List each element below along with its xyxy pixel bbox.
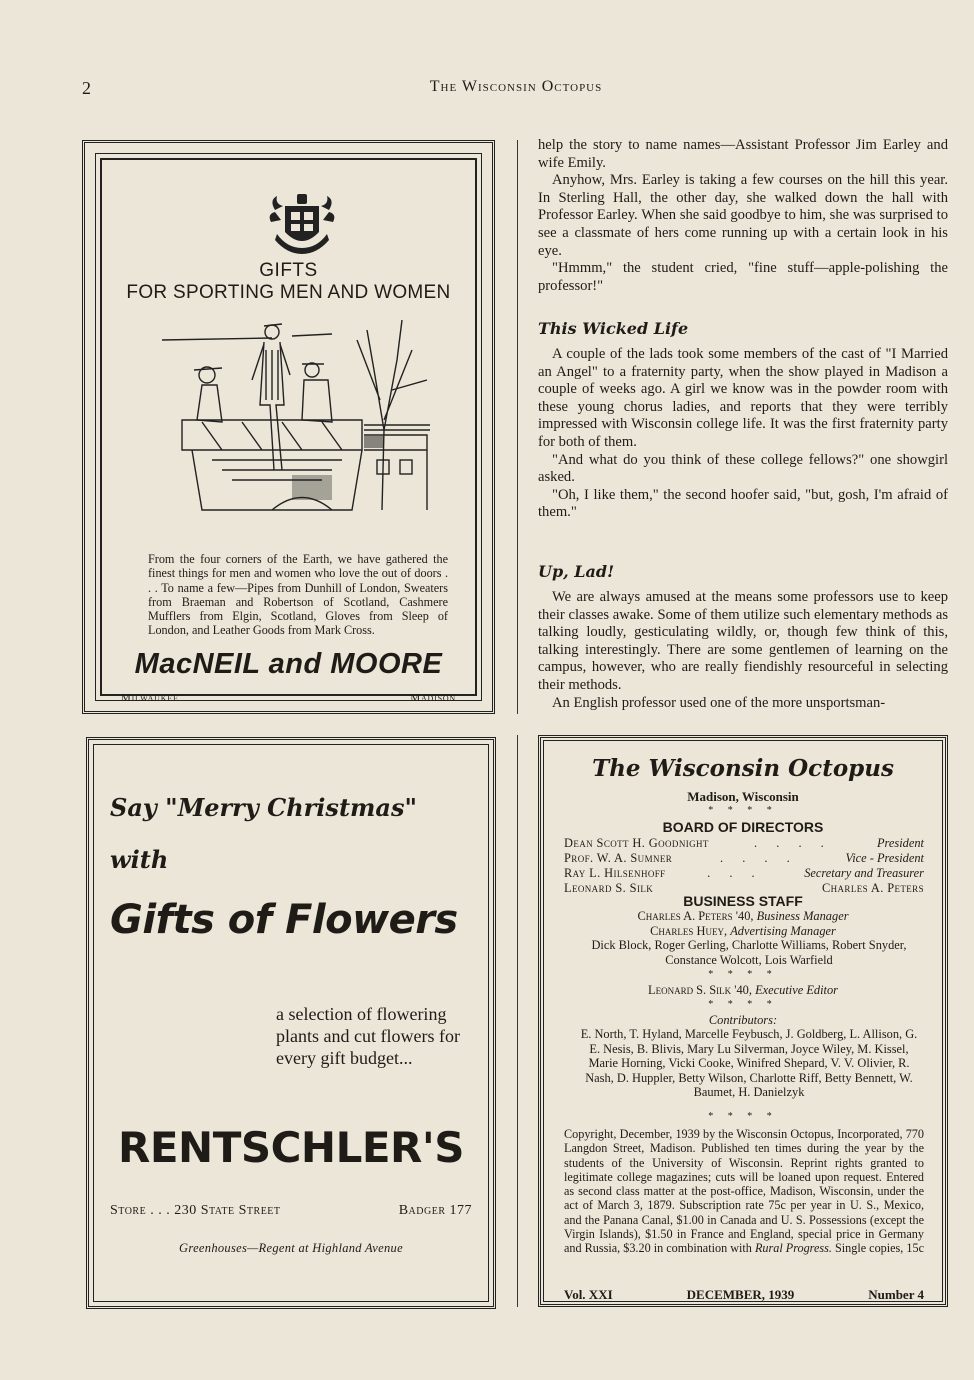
contributors-heading: Contributors: [708,1013,778,1027]
executive-editor [544,983,942,998]
article-up-lad [538,589,948,712]
article-paragraph: A couple of the lads took some members of the cast of "I Married an Angel" to a fraternity party, when the show played in Madison a couple of weeks ago. A girl we know was in the powder room with these young chorus ladies, and reports that they were terribly impressed with Wisconsin college life. It was the first fraternity party for both of them. [538,346,948,450]
leader-dots: . . . . [754,836,832,850]
copyright-text: Copyright, December, 1939 by the Wisconsin Octopus, Incorporated, 770 Langdon Street, Madison. Published ten times during the year by the students of the University of Wisconsin. Reprint rights granted to legitimate college magazines; cuts will be loaned upon request. Entered as second class matter at the post-office, Madison, Wisconsin, under the act of March 3, 1879. Subscription rate 75c per year in U. S., Mexico, and the Panana Canal, $1.00 in Canada and U. S. Possessions (except the Virgin Islands), $1.50 in France and England, special price in Germany and Russia, $3.20 in combination with [564,1127,924,1256]
ad2-greenhouses: Greenhouses—Regent at Highland Avenue [179,1241,403,1255]
advertising-manager [544,924,942,939]
contributors-list: E. North, T. Hyland, Marcelle Feybusch, J. Goldberg, L. Allison, G. E. Nesis, B. Blivis, Mary Lu Silverman, Joyce Wiley, M. Kissel, Marie Horning, Vicki Cooke, Winifred Shepard, V. V. Olivier, R. Nash, D. Huppler, Betty Wilson, Charlotte Riff, Betty Bennett, W. Baumet, H. Danielzyk [580,1027,918,1100]
article-paragraph: We are always amused at the means some professors use to keep their classes awake. Some of them utilize such elementary methods as talking loudly, gesticulating wildly, or, though few think of this, talking interestingly. There are some gentlemen of learning on the campus, however, who are really fiendishly resourceful in selecting their methods. [538,589,948,693]
issue-date: DECEMBER, 1939 [686,1287,795,1302]
article-paragraph: An English professor used one of the more unsportsman- [552,694,886,711]
masthead-place: Madison, Wisconsin [687,789,799,804]
advertising-manager-name: Charles Huey, [650,924,728,938]
separator-stars: * * * * [708,1111,778,1122]
ad1-city-right: Madison [410,692,456,704]
board-role: President [876,836,924,850]
board-row [564,851,924,866]
board-name: Leonard S. Silk [564,881,654,895]
rural-progress: Rural Progress. [754,1241,832,1256]
masthead-title: The Wisconsin Octopus [592,755,894,782]
board-name: Prof. W. A. Sumner [564,851,673,865]
ad1-body-text: From the four corners of the Earth, we have gathered the finest things for men and women who love the out of doors . . . To name a few—Pipes from Dunhill of London, Sweaters from Braeman and Robertson of Scotland, Cashmere Mufflers from Elgin, Scotland, Gloves from Sleep of London, and Leather Goods from Mark Cross. [148,552,448,638]
single-copy-price: Single copies, 15c [834,1241,924,1256]
leader-dots: . . . [707,866,763,880]
crest-icon [267,192,337,256]
rentschlers-ad [86,737,496,1309]
board-role: Secretary and Treasurer [804,866,924,880]
ad2-brand: RENTSCHLER'S [118,1123,464,1172]
ad1-city-left: Milwaukee [121,692,179,704]
executive-editor-role: Executive Editor [755,983,838,997]
column-divider-lower [517,735,518,1307]
leader-dots: . . . . [720,851,798,865]
board-name: Charles A. Peters [821,881,924,895]
column-divider [517,140,518,714]
ad2-gifts-of-flowers: Gifts of Flowers [110,897,458,943]
separator-stars: * * * * [708,969,778,980]
advertising-manager-role: Advertising Manager [730,924,836,938]
ad2-selection-text: a selection of flowering plants and cut flowers for every gift budget... [276,1004,460,1068]
sporting-illustration [152,310,452,530]
macneil-moore-ad [82,140,495,714]
article-wicked-life [538,346,948,522]
board-name: Ray L. Hilsenhoff [564,866,666,880]
volume: Vol. XXI [564,1287,613,1302]
board-name: Dean Scott H. Goodnight [564,836,709,850]
business-heading: BUSINESS STAFF [683,893,803,909]
executive-editor-name: Leonard S. Silk '40, [648,983,752,997]
article-paragraph: "Hmmm," the student cried, "fine stuff—apple-polishing the professor!" [538,260,948,294]
section-heading-up-lad: Up, Lad! [538,562,615,581]
ad1-heading-subtitle: FOR SPORTING MEN AND WOMEN [126,282,451,303]
board-row [564,836,924,851]
issue-footer [564,1287,924,1303]
article-paragraph: "And what do you think of these college fellows?" one showgirl asked. [538,451,948,486]
business-manager [544,909,942,924]
article-intro [538,137,948,295]
copyright-notice [564,1127,924,1256]
business-manager-role: Business Manager [756,909,849,923]
ad2-phone: Badger 177 [398,1203,472,1218]
business-staff-list: Dick Block, Roger Gerling, Charlotte Williams, Robert Snyder, Constance Wolcott, Lois Warfield [591,938,907,967]
board-row [564,866,924,881]
ad2-say-merry-christmas: Say "Merry Christmas" [110,793,417,822]
business-manager-name: Charles A. Peters '40, [637,909,754,923]
issue-number: Number 4 [868,1287,924,1302]
board-role: Vice - President [845,851,924,865]
ad2-store-address: Store . . . 230 State Street [110,1203,281,1218]
masthead-box [538,735,948,1307]
ad1-brand: MacNEIL and MOORE [134,648,443,680]
running-title: The Wisconsin Octopus [429,78,603,95]
separator-stars: * * * * [708,999,778,1010]
article-paragraph: Anyhow, Mrs. Earley is taking a few courses on the hill this year. In Sterling Hall, the other day, she walked down the hall with Professor Earley. When she said goodbye to him, she was surprised to see a classmate of hers come running up with a certain look in his eye. [538,172,948,259]
section-heading-wicked-life: This Wicked Life [538,319,689,338]
article-paragraph: "Oh, I like them," the second hoofer said, "but, gosh, I'm afraid of them." [538,486,948,521]
page-number: 2 [82,78,91,98]
board-heading: BOARD OF DIRECTORS [662,819,824,835]
ad2-with: with [110,845,169,874]
ad1-heading-gifts: GIFTS [259,260,318,281]
article-paragraph: help the story to name names—Assistant Professor Jim Earley and wife Emily. [538,137,948,171]
separator-stars: * * * * [708,805,778,816]
